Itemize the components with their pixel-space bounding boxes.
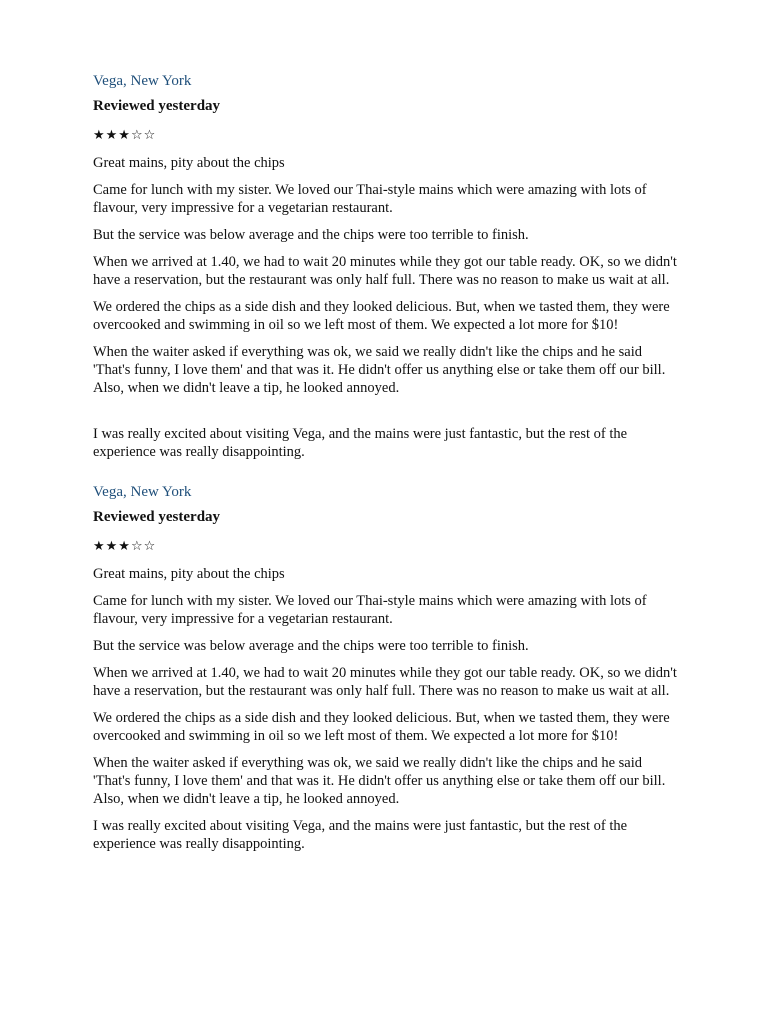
review-paragraph: I was really excited about visiting Vega, and the mains were just fantastic, but the rest of the experience was really disappointing. bbox=[93, 818, 628, 852]
review-paragraph: I was really excited about visiting Vega, and the mains were just fantastic, but the rest of the experience was really disappointing. bbox=[93, 426, 628, 460]
review-page bbox=[93, 72, 683, 862]
review-title: Great mains, pity about the chips bbox=[93, 566, 285, 582]
review-date: Reviewed yesterday bbox=[93, 509, 221, 525]
review-paragraph: When the waiter asked if everything was ok, we said we really didn't like the chips and he said 'That's funny, I love them' and that was it. He didn't offer us anything else or take them off our bill. Also, when we didn't leave a tip, he looked annoyed. bbox=[93, 344, 666, 396]
review-paragraph: We ordered the chips as a side dish and they looked delicious. But, when we tasted them, they were overcooked and swimming in oil so we left most of them. We expected a lot more for $10! bbox=[93, 299, 670, 333]
review-paragraph: When we arrived at 1.40, we had to wait 20 minutes while they got our table ready. OK, so we didn't have a reservation, but the restaurant was only half full. There was no reason to make us wait at all. bbox=[93, 254, 677, 288]
review-paragraph: Came for lunch with my sister. We loved our Thai-style mains which were amazing with lots of flavour, very impressive for a vegetarian restaurant. bbox=[93, 593, 647, 627]
review-paragraph: When we arrived at 1.40, we had to wait 20 minutes while they got our table ready. OK, so we didn't have a reservation, but the restaurant was only half full. There was no reason to make us wait at all. bbox=[93, 665, 677, 699]
review-paragraph: When the waiter asked if everything was ok, we said we really didn't like the chips and he said 'That's funny, I love them' and that was it. He didn't offer us anything else or take them off our bill. Also, when we didn't leave a tip, he looked annoyed. bbox=[93, 755, 666, 807]
venue-link[interactable]: Vega, New York bbox=[93, 484, 192, 500]
review-title: Great mains, pity about the chips bbox=[93, 155, 285, 171]
review-card bbox=[93, 483, 683, 853]
review-paragraph: But the service was below average and the chips were too terrible to finish. bbox=[93, 638, 529, 654]
review-paragraph: Came for lunch with my sister. We loved our Thai-style mains which were amazing with lots of flavour, very impressive for a vegetarian restaurant. bbox=[93, 182, 647, 216]
review-paragraph: But the service was below average and the chips were too terrible to finish. bbox=[93, 227, 529, 243]
star-rating: ★★★☆☆ bbox=[93, 539, 157, 554]
star-rating: ★★★☆☆ bbox=[93, 128, 157, 143]
review-card bbox=[93, 72, 683, 461]
venue-link[interactable]: Vega, New York bbox=[93, 73, 192, 89]
review-paragraph: We ordered the chips as a side dish and they looked delicious. But, when we tasted them, they were overcooked and swimming in oil so we left most of them. We expected a lot more for $10! bbox=[93, 710, 670, 744]
review-date: Reviewed yesterday bbox=[93, 98, 221, 114]
